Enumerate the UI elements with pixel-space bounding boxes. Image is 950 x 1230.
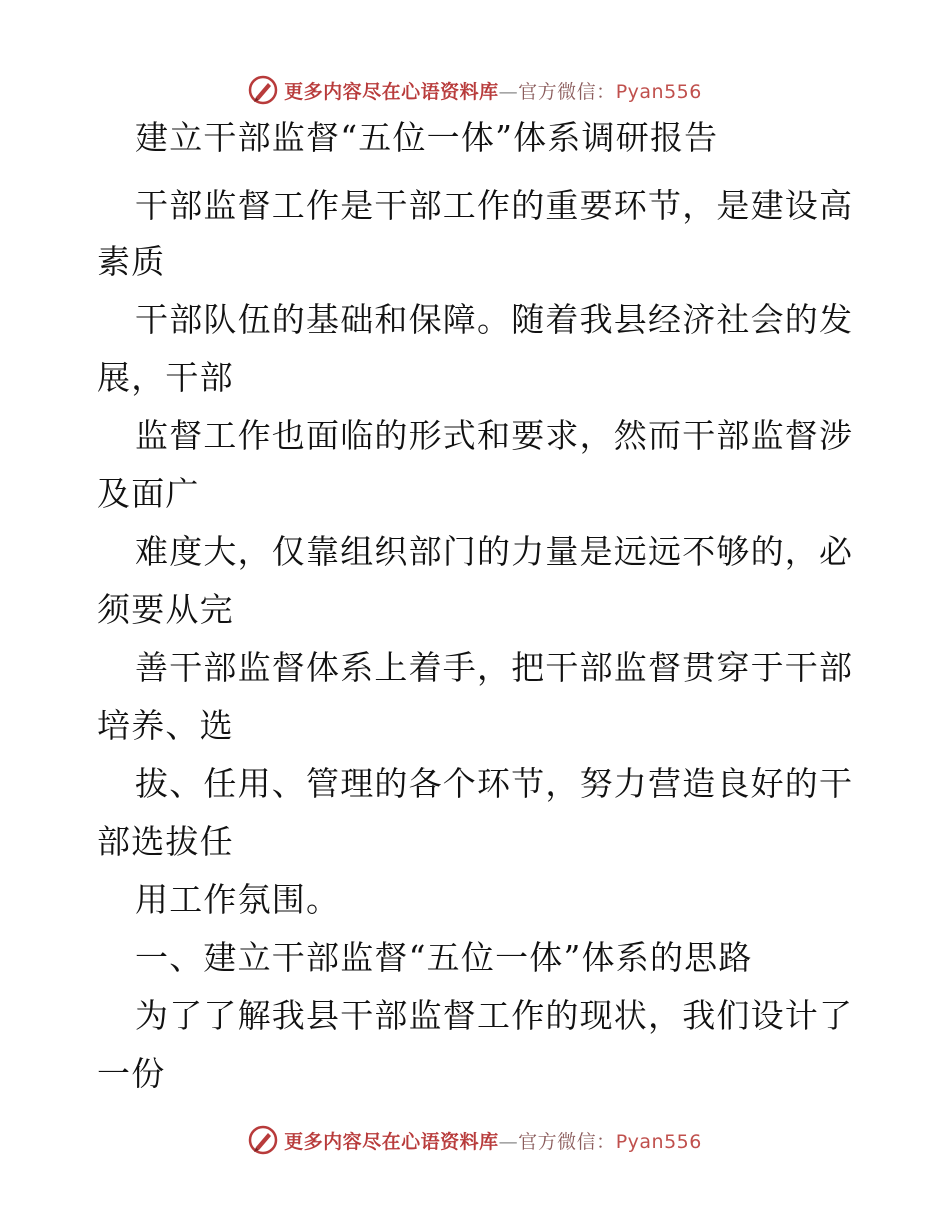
pen-logo-icon	[248, 75, 278, 105]
banner-site-name: 更多内容尽在心语资料库	[284, 80, 499, 103]
banner-text	[284, 77, 702, 104]
banner-dash: —	[498, 1130, 519, 1153]
paragraph-line: 培养、选	[97, 706, 234, 745]
paragraph-line: 监督工作也面临的形式和要求，然而干部监督涉	[135, 416, 854, 455]
footer-banner	[0, 1120, 950, 1160]
paragraph-line: 部选拔任	[97, 822, 234, 861]
paragraph-line: 难度大，仅靠组织部门的力量是远远不够的，必	[135, 532, 854, 571]
paragraph-line: 用工作氛围。	[135, 880, 341, 919]
paragraph-line: 及面广	[97, 474, 200, 513]
banner-site-name: 更多内容尽在心语资料库	[284, 1130, 499, 1153]
paragraph-line: 须要从完	[97, 590, 234, 629]
banner-contact-label: 官方微信：	[518, 80, 616, 103]
banner-wechat-id: Pyan556	[615, 80, 702, 103]
paragraph-line: 拔、任用、管理的各个环节，努力营造良好的干	[135, 764, 854, 803]
paragraph-line: 干部监督工作是干部工作的重要环节，是建设高	[135, 186, 854, 225]
paragraph-line: 为了了解我县干部监督工作的现状，我们设计了	[135, 996, 854, 1035]
paragraph-line: 展，干部	[97, 358, 234, 397]
section-heading: 一、建立干部监督“五位一体”体系的思路	[135, 938, 753, 977]
paragraph-line: 一份	[97, 1054, 166, 1093]
document-title: 建立干部监督“五位一体”体系调研报告	[135, 118, 719, 157]
paragraph-line: 干部队伍的基础和保障。随着我县经济社会的发	[135, 300, 854, 339]
paragraph-line: 善干部监督体系上着手，把干部监督贯穿于干部	[135, 648, 854, 687]
banner-dash: —	[498, 80, 519, 103]
pen-logo-icon	[248, 1125, 278, 1155]
banner-contact-label: 官方微信：	[518, 1130, 616, 1153]
banner-text	[284, 1127, 702, 1154]
banner-wechat-id: Pyan556	[615, 1130, 702, 1153]
header-banner	[0, 70, 950, 110]
paragraph-line: 素质	[97, 242, 166, 281]
